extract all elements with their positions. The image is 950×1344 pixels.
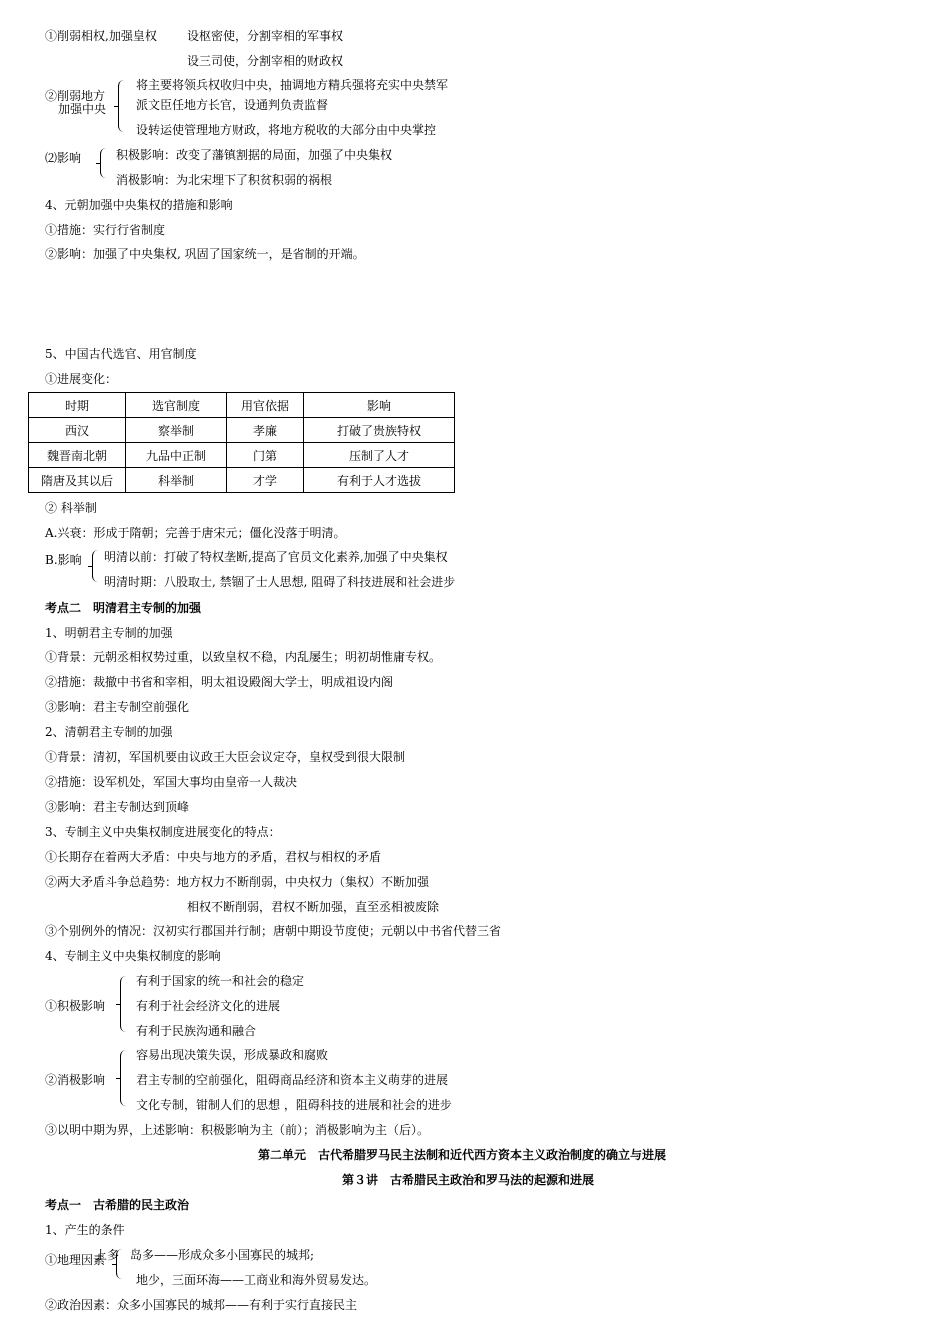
song-measure-2-label: ②削弱地方 [45,89,106,103]
brace [116,1249,122,1279]
negative-impact-item: 容易出现决策失误，形成暴政和腐败 [136,1048,329,1062]
table-cell: 孝廉 [227,418,304,443]
brace [100,148,106,178]
table-cell: 隋唐及其以后 [29,468,126,493]
paragraph: ③影响：君主专制空前强化 [45,700,190,714]
paragraph: 1、明朝君主专制的加强 [45,626,173,640]
table-header-row [29,393,455,418]
paragraph: 3、专制主义中央集权制度进展变化的特点： [45,825,281,839]
paragraph: ②两大矛盾斗争总趋势：地方权力不断削弱，中央权力（集权）不断加强 [45,875,430,889]
brace [120,1050,126,1106]
song-measure-2-item: 将主要将领兵权收归中央，抽调地方精兵强将充实中央禁军 [136,78,449,92]
table-header: 影响 [304,393,455,418]
geography-label: ①地理因素 [45,1253,106,1267]
key-point-heading: 考点二 明清君主专制的加强 [45,601,202,615]
paragraph: ①背景：元朝丞相权势过重，以致皇权不稳，内乱屡生；明初胡惟庸专权。 [45,650,442,664]
paragraph: ②政治因素：众多小国寡民的城邦——有利于实行直接民主 [45,1298,358,1312]
paragraph: ②措施：裁撤中书省和宰相，明太祖设殿阁大学士，明成祖设内阁 [45,675,394,689]
negative-impact-item: 君主专制的空前强化，阻碍商品经济和资本主义萌芽的进展 [136,1073,449,1087]
table-cell: 察举制 [126,418,227,443]
negative-impact-item: 文化专制，钳制人们的思想 ，阻碍科技的进展和社会的进步 [136,1098,452,1112]
paragraph: ②影响：加强了中央集权, 巩固了国家统一，是省制的开端。 [45,247,365,261]
song-measure-2-item: 派文臣任地方长官，设通判负责监督 [136,98,329,112]
paragraph: ②措施：设军机处，军国大事均由皇帝一人裁决 [45,775,298,789]
paragraph: A.兴衰：形成于隋朝；完善于唐宋元；僵化没落于明清。 [45,526,346,540]
key-point-heading: 考点一 古希腊的民主政治 [45,1198,190,1212]
table-cell: 才学 [227,468,304,493]
geography-item: 地少，三面环海——工商业和海外贸易发达。 [136,1273,377,1287]
table-cell: 压制了人才 [304,443,455,468]
positive-impact-item: 有利于民族沟通和融合 [136,1024,257,1038]
table-header: 选官制度 [126,393,227,418]
positive-impact-label: ①积极影响 [45,999,106,1013]
paragraph: ③个别例外的情况：汉初实行郡国并行制；唐朝中期设节度使；元朝以中书省代替三省 [45,924,502,938]
song-measure-1-label: ①削弱相权,加强皇权 [45,29,157,43]
paragraph: 2、清朝君主专制的加强 [45,725,173,739]
section-heading: 4、元朝加强中央集权的措施和影响 [45,198,233,212]
geography-item: 岛多——形成众多小国寡民的城邦; [130,1248,315,1262]
table-cell: 科举制 [126,468,227,493]
section-heading: 4、专制主义中央集权制度的影响 [45,949,221,963]
negative-impact-label: ②消极影响 [45,1073,106,1087]
song-measure-1-item: 设枢密使，分割宰相的军事权 [187,29,344,43]
table-row [29,418,455,443]
table-cell: 魏晋南北朝 [29,443,126,468]
song-measure-2-item: 设转运使管理地方财政，将地方税收的大部分由中央掌控 [136,123,437,137]
keju-effect-label: B.影响 [45,553,82,567]
song-measure-2-label: 加强中央 [58,102,107,116]
table-header: 时期 [29,393,126,418]
brace [120,976,126,1032]
brace [92,550,98,582]
song-measure-1-item: 设三司使，分割宰相的财政权 [187,54,344,68]
lecture-title: 第３讲 古希腊民主政治和罗马法的起源和进展 [342,1173,595,1187]
brace [118,80,124,132]
table-cell: 有利于人才选拔 [304,468,455,493]
table-cell: 门第 [227,443,304,468]
keju-effect-item: 明清时期：八股取士, 禁锢了士人思想, 阻碍了科技进展和社会进步 [104,575,456,589]
paragraph: ①措施：实行行省制度 [45,223,166,237]
song-impact-label: ⑵影响 [45,151,82,165]
keju-effect-item: 明清以前：打破了特权垄断,提高了官员文化素养,加强了中央集权 [104,550,448,564]
table-cell: 九品中正制 [126,443,227,468]
song-impact-item: 积极影响：改变了藩镇割据的局面，加强了中央集权 [116,148,393,162]
paragraph: ①长期存在着两大矛盾：中央与地方的矛盾，君权与相权的矛盾 [45,850,382,864]
paragraph: ①背景：清初，军国机要由议政王大臣会议定夺，皇权受到很大限制 [45,750,406,764]
positive-impact-item: 有利于国家的统一和社会的稳定 [136,974,305,988]
paragraph: ② 科举制 [45,501,97,515]
table-row [29,443,455,468]
table-header: 用官依据 [227,393,304,418]
unit-title: 第二单元 古代希腊罗马民主法制和近代西方资本主义政治制度的确立与进展 [258,1148,667,1162]
section-heading: 1、产生的条件 [45,1223,125,1237]
section-heading: 5、中国古代选官、用官制度 [45,347,197,361]
song-impact-item: 消极影响：为北宋埋下了积贫积弱的祸根 [116,173,333,187]
official-selection-table [28,392,455,493]
table-cell: 打破了贵族特权 [304,418,455,443]
positive-impact-item: 有利于社会经济文化的进展 [136,999,281,1013]
table-cell: 西汉 [29,418,126,443]
table-row [29,468,455,493]
paragraph: 相权不断削弱，君权不断加强，直至丞相被废除 [187,900,440,914]
geography-overlap-text: 上多 [95,1248,120,1262]
paragraph: ③影响：君主专制达到顶峰 [45,800,190,814]
paragraph: ①进展变化： [45,372,118,386]
paragraph: ③以明中期为界，上述影响：积极影响为主（前）；消极影响为主（后）。 [45,1123,430,1137]
